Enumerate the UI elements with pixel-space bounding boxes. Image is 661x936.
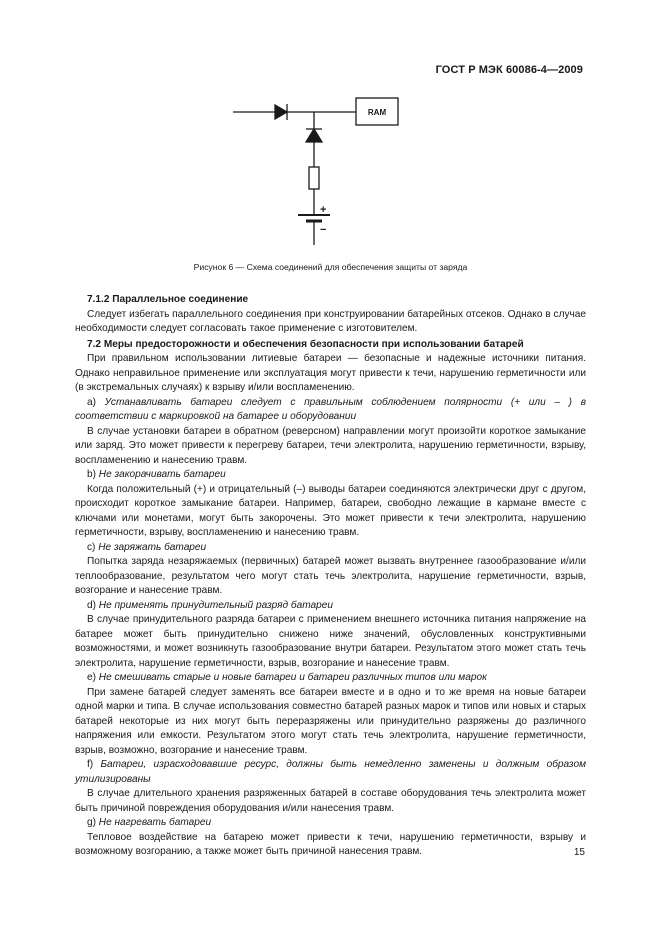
minus-sign: − [320, 224, 327, 236]
page-number: 15 [573, 847, 585, 858]
section-intro-7-2: При правильном использовании литиевые батареи — безопасные и надежные источники питания. Однако неправильное применение или эксплуатация могут привести к течи, нарушению герметичности или (в экстремальных случаях) к взрыву и/или воспламенению. [75, 353, 586, 393]
item-b-title: b) Не закорачивать батареи [87, 469, 226, 480]
item-d-text: В случае принудительного разряда батареи с применением внешнего источника питания напряжение на батарее может быть принудительно снижено ниже значений, обусловленных конструктивными возможностями, и может возникнуть газообразование внутри батареи. Результатом этого может стать течь электролита, нарушение герметичности, взрыв, возгорание и нанесение травм. [75, 614, 586, 669]
item-b-text: Когда положительный (+) и отрицательный (–) выводы батареи соединяются электрически друг с другом, происходит короткое замыкание батареи. Например, батареи, свободно лежащие в кармане вместе с ключами или монетами, могут быть закорочены. Это может привести к течи электролита, нарушению герметичности, взрыву, воспламенению и нанесению травм. [75, 483, 586, 538]
item-c-text: Попытка заряда незаряжаемых (первичных) батарей может вызвать внутреннее газообразование и/или теплообразование, результатом чего могут стать течь электролита, нарушение герметичности, взрыв, возгорание и нанесение травм. [75, 556, 586, 596]
section-heading-7-1-2: 7.1.2 Параллельное соединение [87, 294, 249, 305]
item-d-title: d) Не применять принудительный разряд батареи [87, 599, 333, 611]
item-e-text: При замене батарей следует заменять все батареи вместе и в одно и то же время на новые батареи одной марки и типа. В случае использования совместно батарей разных марок и типов или новых и старых батарей некоторые из них могут быть переразряжены или принудительно разряжены до различного напряжения или емкости. Результатом этого могут стать течь электролита, нарушение герметичности, взрыв, возможно, возгорание и нанесение травм. [75, 686, 586, 756]
figure-caption: Рисунок 6 — Схема соединений для обеспечения защиты от заряда [193, 262, 468, 272]
shunt-diode [306, 129, 322, 142]
plus-sign: + [320, 204, 327, 216]
document-body [75, 293, 586, 860]
item-g-title: g) Не нагревать батареи [87, 817, 212, 828]
item-f-title: f) Батареи, израсходовавшие ресурс, должны быть немедленно заменены и должным образом утилизированы [75, 759, 586, 785]
item-c-title: с) Не заряжать батареи [87, 541, 207, 553]
resistor [309, 167, 319, 189]
item-f-text: В случае длительного хранения разряженных батарей в составе оборудования течь электролита может быть причиной повреждения оборудования и/или нанесения травм. [75, 788, 586, 814]
item-a-title: а) Устанавливать батареи следует с правильным соблюдением полярности (+ или – ) в соответствии с маркировкой на батарее и оборудовании [75, 396, 586, 422]
series-diode [275, 105, 287, 119]
section-heading-7-2: 7.2 Меры предосторожности и обеспечения безопасности при использовании батарей [87, 338, 524, 350]
item-e-title: е) Не смешивать старые и новые батареи и батареи различных типов или марок [87, 672, 487, 683]
charge-protection-schematic [0, 0, 661, 260]
item-a-text: В случае установки батареи в обратном (реверсном) направлении могут произойти короткое замыкание или заряд. Это может привести к перегреву батареи, течи электролита, нарушению герметичности, взрыву, воспламенению и нанесению травм. [75, 425, 586, 466]
standard-header: ГОСТ Р МЭК 60086-4—2009 [435, 64, 583, 76]
ram-label: RAM [367, 108, 387, 117]
item-g-text: Тепловое воздействие на батарею может привести к течи, нарушению герметичности, взрыву и возможному возгоранию, а также может быть причиной нанесения травм. [75, 831, 586, 857]
section-text-7-1-2: Следует избегать параллельного соединения при конструировании батарейных отсеков. Однако в случае необходимости следует согласовать такое применение с изготовителем. [75, 308, 586, 334]
